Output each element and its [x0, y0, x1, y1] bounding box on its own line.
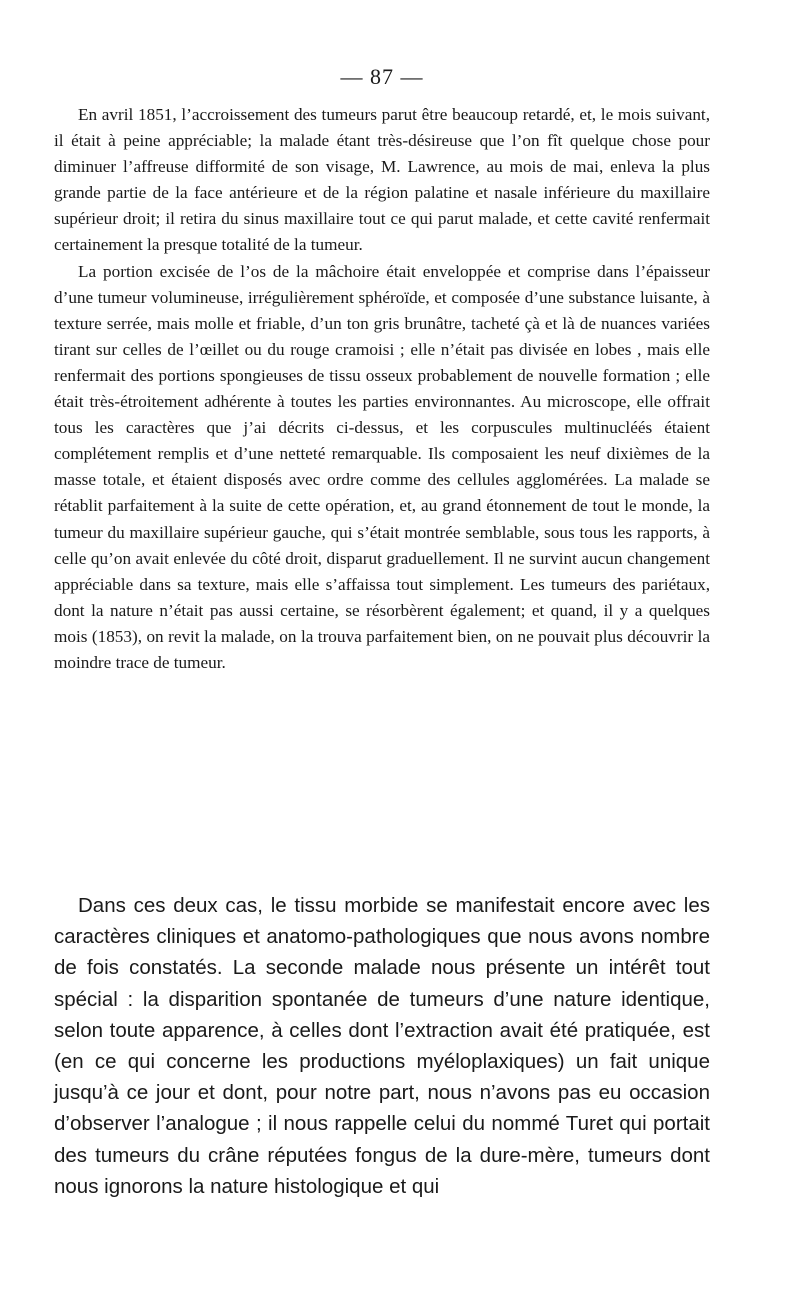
- paragraph-2: La portion excisée de l’os de la mâchoire était enveloppée et comprise dans l’épaisseur d’une tumeur volumineuse, irrégulièrement sphéroïde, et composée d’une substance luisante, à texture serrée, mais molle et friable, d’un ton gris brunâtre, tacheté çà et là de nuances variées tirant sur celles de l’œillet ou du rouge cramoisi ; elle n’était pas divisée en lobes , mais elle renfermait des portions spongieuses de tissu osseux probablement de nouvelle formation ; elle était très-étroitement adhérente à toutes les parties environnantes. Au microscope, elle offrait tous les caractères que j’ai décrits ci-dessus, et les corpuscules multinucléés étaient complétement remplis et d’une netteté remarquable. Ils composaient les neuf dixièmes de la masse totale, et étaient disposés avec ordre comme des cellules agglomérées. La malade se rétablit parfaitement à la suite de cette opération, et, au grand étonnement de tout le monde, la tumeur du maxillaire supérieur gauche, qui s’était montrée semblable, sous tous les rapports, à celle qu’on avait enlevée du côté droit, disparut graduellement. Il ne survint aucun changement appréciable dans sa texture, mais elle s’affaissa tout simplement. Les tumeurs des pariétaux, dont la nature n’était pas aussi certaine, se résorbèrent également; et quand, il y a quelques mois (1853), on revit la malade, on la trouva parfaitement bien, on ne pouvait plus découvrir la moindre trace de tumeur.: [54, 261, 710, 672]
- paragraph-3: Dans ces deux cas, le tissu morbide se manifestait encore avec les caractères cliniques et anatomo-pathologiques que nous avons nombre de fois constatés. La seconde malade nous présente un intérêt tout spécial : la disparition spontanée de tumeurs d’une nature identique, selon toute apparence, à celles dont l’extraction avait été pratiquée, est (en ce qui concerne les productions myéloplaxiques) un fait unique jusqu’à ce jour et dont, pour notre part, nous n’avons pas eu occasion d’observer l’analogue ; il nous rappelle celui du nommé Turet qui portait des tumeurs du crâne réputées fongus de la dure-mère, tumeurs dont nous ignorons la nature histologique et qui: [54, 894, 710, 1198]
- body-text-small: [54, 102, 710, 676]
- body-text-large: [54, 890, 710, 1202]
- paragraph-1: En avril 1851, l’accroissement des tumeurs parut être beaucoup retardé, et, le mois suivant, il était à peine appréciable; la malade étant très-désireuse que l’on fît quelque chose pour diminuer l’affreuse difformité de son visage, M. Lawrence, au mois de mai, enleva la plus grande partie de la face antérieure et de la région palatine et nasale inférieure du maxillaire supérieur droit; il retira du sinus maxillaire tout ce qui parut malade, et cette cavité renfermait certainement la presque totalité de la tumeur.: [54, 105, 710, 255]
- page-number: — 87 —: [340, 64, 424, 89]
